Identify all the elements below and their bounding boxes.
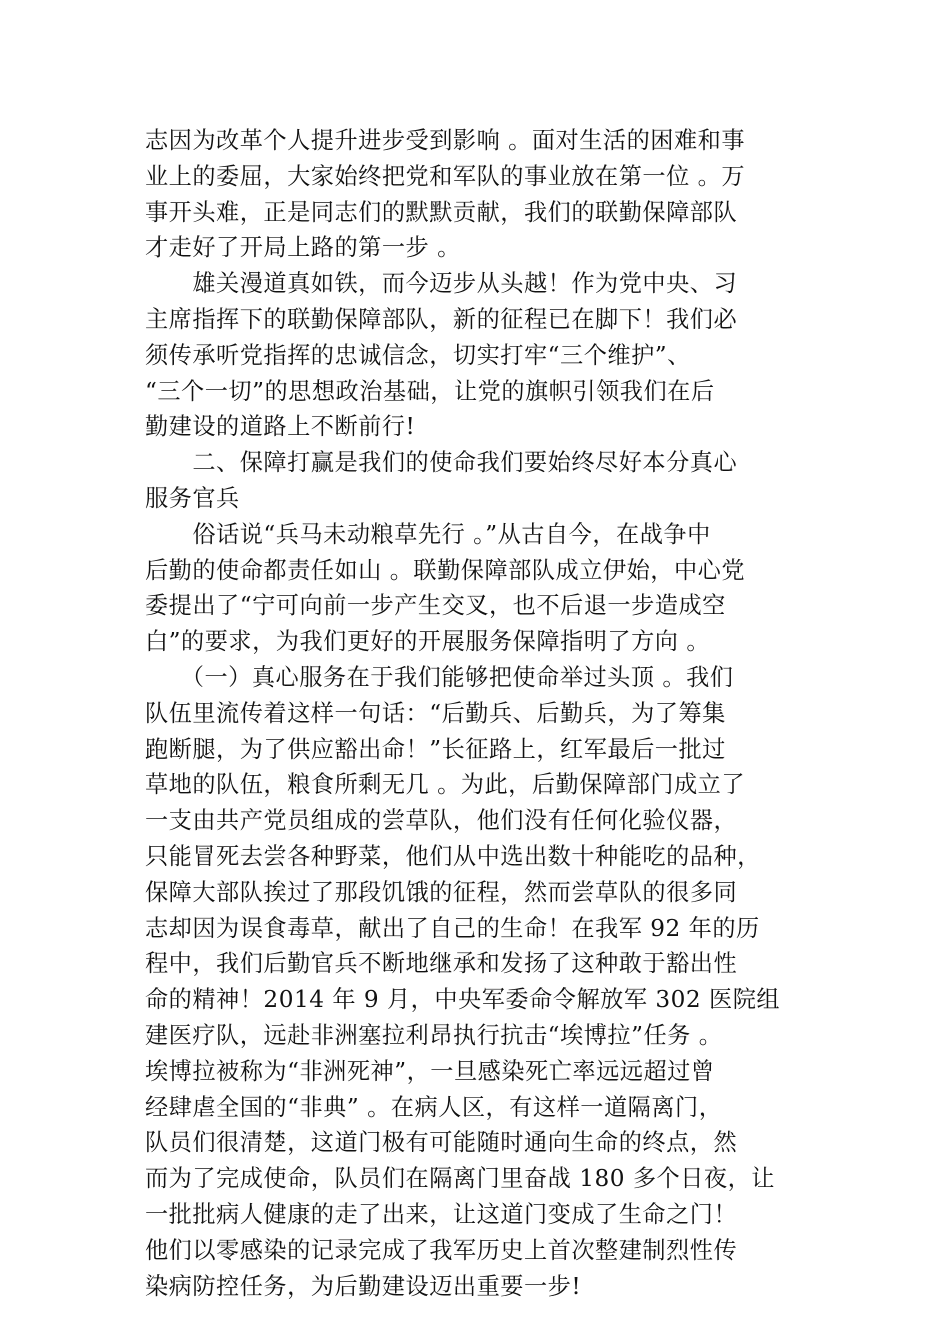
- text-line: 须传承听党指挥的忠诚信念，切实打牢“三个维护”、: [145, 341, 691, 369]
- text-line: 主席指挥下的联勤保障部队，新的征程已在脚下！我们必: [145, 305, 738, 333]
- text-line: 保障大部队挨过了那段饥饿的征程，然而尝草队的很多同: [145, 878, 738, 906]
- text-line: 才走好了开局上路的第一步 。: [145, 234, 461, 262]
- text-line: 白”的要求，为我们更好的开展服务保障指明了方向 。: [145, 628, 711, 656]
- text-line: 委提出了“宁可向前一步产生交叉，也不后退一步造成空: [145, 592, 726, 620]
- text-line: 队员们很清楚，这道门极有可能随时通向生命的终点，然: [145, 1129, 738, 1157]
- body-text: [145, 123, 825, 1304]
- text-line: 他们以零感染的记录完成了我军历史上首次整建制烈性传: [145, 1236, 738, 1264]
- text-line: 一支由共产党员组成的尝草队，他们没有任何化验仪器，: [145, 807, 738, 835]
- text-line: 业上的委屈，大家始终把党和军队的事业放在第一位 。万: [145, 162, 746, 190]
- text-line: 而为了完成使命，队员们在隔离门里奋战 180 多个日夜，让: [145, 1165, 775, 1193]
- text-line: 二、保障打赢是我们的使命我们要始终尽好本分真心: [145, 449, 738, 477]
- text-line: 志因为改革个人提升进步受到影响 。面对生活的困难和事: [145, 127, 746, 154]
- text-line: 服务官兵: [145, 484, 240, 512]
- text-line: 跑断腿，为了供应豁出命！”长征路上，红军最后一批过: [145, 735, 726, 763]
- text-line: 染病防控任务，为后勤建设迈出重要一步!: [145, 1272, 582, 1300]
- text-line: 命的精神！2014 年 9 月，中央军委命令解放军 302 医院组: [145, 986, 781, 1014]
- text-line: 建医疗队，远赴非洲塞拉利昂执行抗击“埃博拉”任务 。: [145, 1021, 723, 1049]
- text-line: 程中，我们后勤官兵不断地继承和发扬了这种敢于豁出性: [145, 950, 738, 978]
- text-line: 队伍里流传着这样一句话：“后勤兵、后勤兵，为了筹集: [145, 699, 726, 727]
- text-line: “三个一切”的思想政治基础，让党的旗帜引领我们在后: [145, 377, 715, 405]
- text-line: （一）真心服务在于我们能够把使命举过头顶 。我们: [145, 663, 734, 691]
- text-line: 雄关漫道真如铁，而今迈步从头越！作为党中央、习: [145, 270, 738, 298]
- text-line: 草地的队伍，粮食所剩无几 。为此，后勤保障部门成立了: [145, 771, 746, 799]
- text-line: 后勤的使命都责任如山 。联勤保障部队成立伊始，中心党: [145, 556, 746, 584]
- text-line: 埃博拉被称为“非洲死神”，一旦感染死亡率远远超过曾: [145, 1057, 715, 1085]
- text-line: 一批批病人健康的走了出来，让这道门变成了生命之门！: [145, 1200, 738, 1228]
- text-line: 经肆虐全国的“非典” 。在病人区，有这样一道隔离门，: [145, 1093, 723, 1121]
- text-line: 事开头难，正是同志们的默默贡献，我们的联勤保障部队: [145, 198, 738, 226]
- text-line: 志却因为误食毒草，献出了自己的生命！在我军 92 年的历: [145, 914, 760, 942]
- text-line: 俗话说“兵马未动粮草先行 。”从古自今，在战争中: [145, 520, 711, 548]
- text-line: 只能冒死去尝各种野菜，他们从中选出数十种能吃的品种，: [145, 842, 761, 870]
- text-line: 勤建设的道路上不断前行!: [145, 413, 416, 441]
